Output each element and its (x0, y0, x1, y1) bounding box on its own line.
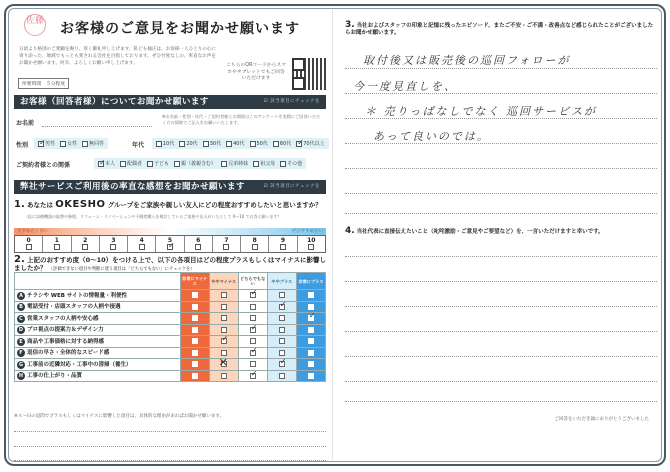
checkbox-icon[interactable] (279, 304, 285, 310)
checkbox-icon[interactable] (221, 315, 227, 321)
relation-option-label: 本人 (105, 161, 116, 167)
item-label: チラシや WEB サイトの情報量・利便性 (27, 292, 127, 299)
thanks-text: ご回答をいただき誠にありがとうございました (554, 417, 649, 422)
table-row (15, 301, 326, 313)
page-title: お客様のご意見をお聞かせ願います (60, 21, 300, 37)
q4-line-6[interactable] (345, 381, 657, 382)
checkbox-icon[interactable] (221, 304, 227, 310)
relation-option[interactable] (253, 160, 275, 167)
table-row (15, 370, 326, 382)
rating-cell[interactable] (267, 370, 296, 382)
table-row (15, 336, 326, 348)
rating-cell[interactable] (296, 370, 325, 382)
rating-cell[interactable] (180, 313, 209, 325)
rating-cell[interactable] (209, 359, 238, 371)
q4-line-5[interactable] (345, 356, 657, 357)
q4-title (345, 228, 657, 236)
checkbox-icon[interactable] (280, 244, 286, 250)
scale-high-label: ぜひすすめたい (291, 229, 323, 234)
checkbox-icon[interactable] (82, 244, 88, 250)
q2-number: 2. (14, 254, 25, 265)
checkbox-icon[interactable] (308, 244, 314, 250)
matrix-column-header: どちらでもない (238, 273, 267, 290)
item-letter-icon: D (18, 327, 24, 334)
age-option-label: 50代 (256, 141, 268, 147)
item-letter-icon: F (17, 349, 25, 357)
table-row (15, 359, 326, 371)
checkbox-icon[interactable] (223, 244, 229, 250)
scale-value: 9 (280, 237, 286, 244)
q4-line-3[interactable] (345, 306, 657, 307)
checkbox-icon[interactable] (139, 244, 145, 250)
rating-cell[interactable] (296, 313, 325, 325)
q4-line-2[interactable] (345, 281, 657, 282)
rating-cell[interactable] (267, 324, 296, 336)
scale-value: 6 (196, 237, 201, 244)
checkbox-icon[interactable] (250, 141, 256, 147)
q1-subtext: （仮に設備機器の取替や修理、リフォーム・リノベーションや不動産購入を検討しているご家族や友人がいたとして 0〜10 でお答え願います） (24, 214, 282, 219)
age-option-label: 70代以上 (303, 141, 325, 147)
matrix-item (15, 336, 181, 348)
scale-option[interactable] (100, 236, 128, 252)
scale-option[interactable] (128, 236, 156, 252)
relation-option-label: その他 (287, 161, 303, 167)
recommend-scale-bar (14, 228, 326, 235)
age-options (152, 138, 329, 149)
checkbox-icon[interactable] (279, 327, 285, 333)
scale-value: 1 (54, 237, 59, 244)
matrix-item (15, 313, 181, 325)
time-required-badge: 所要時間 ５分程度 (18, 78, 69, 89)
checkbox-icon[interactable] (221, 327, 227, 333)
rating-cell[interactable] (238, 301, 267, 313)
age-option[interactable] (250, 140, 268, 147)
checkbox-icon[interactable] (308, 361, 314, 367)
q4-line-7[interactable] (345, 401, 657, 402)
rating-cell[interactable] (238, 370, 267, 382)
relation-option-label: 親（義親含む） (181, 161, 217, 167)
checkbox-icon[interactable] (308, 373, 314, 379)
checkbox-icon[interactable] (296, 141, 302, 147)
relation-label: ご契約者様との関係 (16, 162, 71, 169)
rating-cell[interactable] (296, 290, 325, 302)
rating-matrix (14, 272, 326, 382)
q1-text-post: グループをご家族や親しい友人にどの程度おすすめしたいと思いますか？ (107, 201, 322, 209)
age-option[interactable] (156, 140, 174, 147)
rating-cell[interactable] (296, 347, 325, 359)
matrix-header-row (15, 273, 326, 290)
intro-text: 日頃より格別のご愛顧を賜り、厚く御礼申し上げます。私ども桶庄は、お客様一人ひとりの心に寄り添った、地域でもっとも愛される会社を目指しております。ぜひ忖度なしの、率直なお声をお聞かせ願います。何卒、よろしくお願い申し上げます。 (19, 47, 217, 66)
q1-number: 1. (14, 199, 25, 210)
q2-subtext: （評価できない項目や判断に迷う項目は「どちらでもない」にチェックを） (48, 267, 195, 272)
checkbox-icon[interactable] (192, 304, 198, 310)
rating-cell[interactable] (180, 347, 209, 359)
checkbox-icon[interactable] (54, 244, 60, 250)
item-label: 電話受付・店頭スタッフの人柄や接遇 (27, 304, 121, 311)
item-label: 営業スタッフの人柄や安心感 (27, 315, 99, 322)
checkbox-icon[interactable] (192, 361, 198, 367)
scale-option[interactable] (269, 236, 297, 252)
reason-line-2[interactable] (14, 446, 326, 447)
q3-line-7[interactable] (345, 213, 657, 214)
rating-cell[interactable] (180, 290, 209, 302)
checkbox-icon[interactable] (308, 292, 314, 298)
table-row (15, 313, 326, 325)
checkbox-icon[interactable] (192, 292, 198, 298)
q3-line-5[interactable] (345, 168, 657, 169)
rating-cell[interactable] (267, 359, 296, 371)
checkbox-icon[interactable] (250, 292, 256, 298)
checkbox-icon[interactable] (308, 315, 314, 321)
table-row (15, 324, 326, 336)
q3-text: 当社およびスタッフの印象と記憶に残ったエピソード、またご不安・ご不満・改善点など感じられたことがございましたらお聞かせ願います。 (345, 23, 654, 36)
rating-cell[interactable] (267, 313, 296, 325)
item-label: 商品や工事価格に対する納得感 (27, 338, 105, 345)
item-letter-icon: H (18, 373, 24, 380)
scale-option[interactable] (72, 236, 100, 252)
item-label: 工事前の近隣対応・工事中の清掃（養生） (27, 361, 132, 368)
rating-cell[interactable] (180, 370, 209, 382)
recommend-scale (14, 235, 326, 253)
rating-cell[interactable] (238, 290, 267, 302)
rating-cell[interactable] (209, 336, 238, 348)
name-stamp: 佐藤 (24, 14, 46, 36)
scale-value: 10 (307, 237, 316, 244)
q4-line-4[interactable] (345, 331, 657, 332)
checkbox-icon[interactable] (308, 327, 314, 333)
item-label: 工事の仕上がり・品質 (27, 373, 83, 380)
checkbox-icon[interactable] (26, 244, 32, 250)
q3-number: 3. (345, 20, 355, 30)
scale-value: 3 (111, 237, 116, 244)
scale-option[interactable] (15, 236, 43, 252)
relation-option[interactable] (120, 160, 142, 167)
checkbox-icon[interactable] (195, 244, 201, 250)
handwritten-line-1: 取付後又は販売後の巡回フォローが (363, 54, 571, 67)
age-option-label: 40代 (233, 141, 245, 147)
matrix-item (15, 301, 181, 313)
checkbox-icon[interactable] (308, 350, 314, 356)
scale-option[interactable] (213, 236, 241, 252)
rating-cell[interactable] (296, 336, 325, 348)
qr-caption: こちらのQRコードからスマホやタブレットでもご回答いただけます (226, 63, 286, 81)
age-option-label: 60代 (279, 141, 292, 147)
checkbox-icon[interactable] (253, 161, 259, 167)
gender-label: 性別 (16, 142, 29, 149)
checkbox-icon[interactable] (250, 338, 256, 344)
item-letter-icon: C (17, 315, 25, 323)
rating-cell[interactable] (180, 359, 209, 371)
checkbox-icon[interactable] (82, 141, 88, 147)
checkbox-icon[interactable] (252, 244, 258, 250)
age-option-label: 20代 (186, 141, 198, 147)
q4-line-1[interactable] (345, 256, 657, 257)
privacy-note: ※お名前・性別・年代・ご契約者様との関係はこのアンケートを実際にご回答いただく方の情報でご記入をお願いいたします。 (162, 114, 321, 125)
item-letter-icon: E (17, 338, 25, 346)
q1-title (14, 199, 322, 210)
checkbox-icon[interactable] (279, 361, 285, 367)
checkbox-icon[interactable] (38, 141, 44, 147)
respondent-section-header (14, 95, 326, 109)
name-field[interactable] (42, 126, 152, 127)
item-letter-icon: B (17, 303, 25, 311)
q4-number: 4. (345, 226, 355, 236)
gender-option-label: 男性 (45, 141, 56, 147)
checkbox-icon[interactable] (250, 304, 256, 310)
rating-cell[interactable] (180, 301, 209, 313)
checkbox-icon[interactable] (192, 350, 198, 356)
checkbox-icon[interactable] (308, 304, 314, 310)
checkbox-icon[interactable] (60, 141, 66, 147)
checkbox-icon[interactable] (203, 141, 209, 147)
gender-option-label: 無回答 (89, 141, 105, 147)
matrix-column-header: 非常にプラス (296, 273, 325, 290)
checkbox-icon[interactable] (279, 315, 285, 321)
name-label: お名前 (16, 120, 35, 127)
item-label: プロ視点の提案力＆デザイン力 (27, 327, 104, 334)
handwritten-line-4: あって良いのでは。 (373, 130, 490, 143)
scale-option[interactable] (241, 236, 269, 252)
matrix-item (15, 359, 181, 371)
item-letter-icon: A (17, 292, 25, 300)
checkbox-icon[interactable] (221, 373, 227, 379)
checkbox-icon[interactable] (250, 373, 256, 379)
checkbox-icon[interactable] (221, 361, 227, 367)
rating-cell[interactable] (238, 324, 267, 336)
handwritten-line-3: ＊ 売りっぱなしでなく 巡回サービスが (365, 105, 597, 118)
gender-option[interactable] (38, 140, 55, 147)
checkbox-icon[interactable] (250, 361, 256, 367)
rating-cell[interactable] (296, 324, 325, 336)
q3-line-1[interactable] (345, 68, 657, 69)
relation-option[interactable] (280, 160, 302, 167)
matrix-column-header: ややプラス (267, 273, 296, 290)
q3-title (345, 22, 657, 37)
rating-cell[interactable] (209, 290, 238, 302)
reason-line-1[interactable] (14, 431, 326, 432)
scale-option[interactable] (185, 236, 213, 252)
rating-cell[interactable] (209, 301, 238, 313)
relation-option-label: 配偶者 (127, 161, 143, 167)
q2-footnote: ※Ａ〜Ｈの設問でプラスもしくはマイナスに影響した項目は、具体的な理由があればお聞かせ願います。 (14, 414, 225, 419)
matrix-column-header: 非常にマイナス (180, 273, 209, 290)
checkbox-icon[interactable] (147, 161, 153, 167)
checkbox-icon[interactable] (221, 292, 227, 298)
gender-option[interactable] (60, 140, 77, 147)
age-option-label: 30代 (209, 141, 222, 147)
checkbox-icon[interactable] (192, 373, 198, 379)
age-option-label: 10代 (163, 141, 175, 147)
age-option[interactable] (296, 140, 324, 147)
checkbox-icon[interactable] (192, 338, 198, 344)
relation-option[interactable] (221, 160, 248, 167)
matrix-item (15, 370, 181, 382)
matrix-corner (15, 273, 181, 290)
age-option[interactable] (179, 140, 197, 147)
relation-option[interactable] (147, 160, 169, 167)
checkbox-icon[interactable] (167, 244, 173, 250)
checkbox-icon[interactable] (192, 315, 198, 321)
impressions-section-header (14, 180, 326, 194)
relation-option-label: 兄弟姉妹 (228, 161, 249, 167)
checkbox-icon[interactable] (279, 338, 285, 344)
checkbox-icon[interactable] (110, 244, 116, 250)
checkbox-icon[interactable] (120, 161, 126, 167)
scale-value: 7 (224, 237, 229, 244)
relation-option-label: 子ども (154, 161, 170, 167)
checkbox-icon[interactable] (221, 350, 227, 356)
scale-value: 0 (26, 237, 31, 244)
rating-cell[interactable] (209, 313, 238, 325)
q4-text: 当社代表に直接伝えたいこと（叱咤激励・ご意見やご要望など）を、一言いただけますと幸いです。 (356, 229, 604, 235)
checkbox-icon[interactable] (280, 161, 286, 167)
matrix-item (15, 290, 181, 302)
scale-option[interactable] (43, 236, 71, 252)
rating-cell[interactable] (180, 324, 209, 336)
rating-cell[interactable] (180, 336, 209, 348)
relation-option-label: 祖父母 (260, 161, 276, 167)
q3-line-6[interactable] (345, 193, 657, 194)
rating-cell[interactable] (296, 359, 325, 371)
reason-line-3[interactable] (14, 460, 326, 461)
rating-cell[interactable] (238, 347, 267, 359)
rating-cell[interactable] (267, 301, 296, 313)
checkbox-icon[interactable] (221, 338, 227, 344)
age-option[interactable] (203, 140, 221, 147)
checkbox-icon[interactable] (221, 161, 227, 167)
age-option[interactable] (273, 140, 291, 147)
checkbox-icon[interactable] (273, 141, 279, 147)
rating-cell[interactable] (209, 370, 238, 382)
rating-cell[interactable] (267, 336, 296, 348)
scale-value: 2 (83, 237, 88, 244)
section-title: 弊社サービスご利用後の率直な感想をお聞かせ願います (20, 182, 246, 192)
scale-low-label: すすめたくない (17, 229, 49, 234)
age-option[interactable] (226, 140, 244, 147)
checkbox-icon[interactable] (279, 350, 285, 356)
handwritten-line-2: 今一度見直しを、 (353, 80, 457, 93)
item-letter-icon: G (18, 361, 24, 368)
scale-option[interactable] (156, 236, 184, 252)
checkbox-icon[interactable] (98, 161, 104, 167)
section-title: お客様（回答者様）についてお聞かせ願います (20, 97, 209, 107)
checkbox-icon[interactable] (156, 141, 162, 147)
relation-options (94, 158, 306, 169)
matrix-column-header: ややマイナス (209, 273, 238, 290)
q1-text-pre: あなたは (27, 201, 54, 209)
item-label: 返信の早さ・全体的なスピード感 (27, 350, 110, 357)
gender-option-label: 女性 (67, 141, 78, 147)
check-note: ☑ 該当項目にチェックを (263, 184, 320, 189)
q2-text: 上記のおすすめ度（0〜10）をつける上で、以下の各項目はどの程度プラスもしくはマイナスに影響しましたか？ (14, 256, 326, 272)
qr-code-icon[interactable] (292, 58, 326, 90)
checkbox-icon[interactable] (192, 327, 198, 333)
checkbox-icon[interactable] (179, 141, 185, 147)
checkbox-icon[interactable] (226, 141, 232, 147)
checkbox-icon[interactable] (308, 338, 314, 344)
scale-value: 8 (252, 237, 257, 244)
age-label: 年代 (132, 142, 145, 149)
brand-name: OKESHO (55, 199, 106, 210)
scale-value: 4 (139, 237, 144, 244)
checkbox-icon[interactable] (279, 292, 285, 298)
relation-option[interactable] (174, 160, 216, 167)
checkbox-icon[interactable] (174, 161, 180, 167)
checkbox-icon[interactable] (250, 315, 256, 321)
column-divider (332, 10, 333, 460)
checkbox-icon[interactable] (279, 373, 285, 379)
matrix-item (15, 347, 181, 359)
checkbox-icon[interactable] (250, 327, 256, 333)
gender-options (34, 138, 108, 149)
check-note: ☑ 該当項目にチェックを (263, 99, 320, 104)
checkbox-icon[interactable] (250, 350, 256, 356)
matrix-item (15, 324, 181, 336)
relation-option[interactable] (98, 160, 115, 167)
gender-option[interactable] (82, 140, 104, 147)
scale-option[interactable] (298, 236, 325, 252)
